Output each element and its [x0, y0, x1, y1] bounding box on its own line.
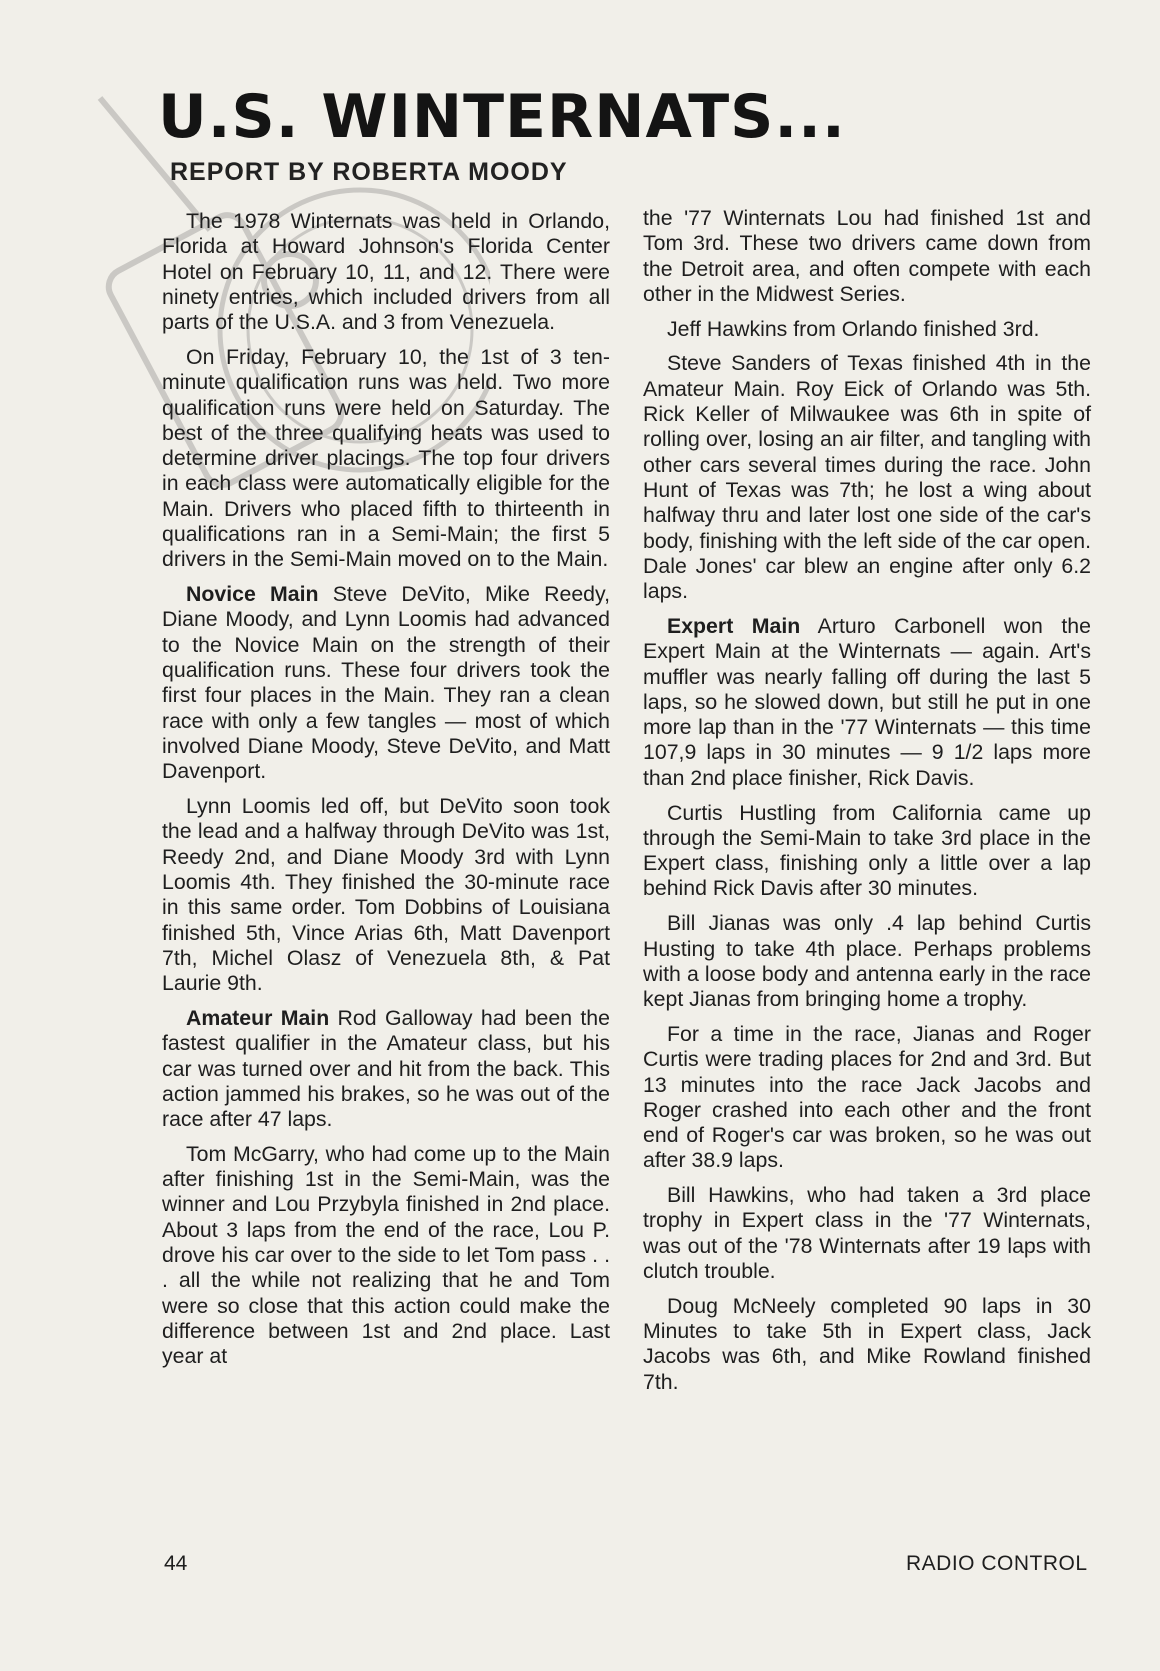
paragraph-text: Doug McNeely completed 90 laps in 30 Minutes to take 5th in Expert class, Jack Jacobs was 6th, and Mike Rowland finished 7th.	[643, 1293, 1091, 1394]
left-column	[162, 209, 610, 1379]
article-paragraph	[643, 801, 1091, 902]
article-paragraph	[643, 1294, 1091, 1395]
section-heading: Expert Main	[667, 613, 801, 638]
article-paragraph	[643, 614, 1091, 791]
paragraph-text: Bill Jianas was only .4 lap behind Curtis Husting to take 4th place. Perhaps problems with a loose body and antenna early in the race kept Jianas from bringing home a trophy.	[643, 911, 1091, 1012]
section-heading: Novice Main	[186, 582, 319, 607]
magazine-name: RADIO CONTROL	[906, 1552, 1088, 1575]
article-paragraph	[162, 209, 610, 335]
paragraph-text: For a time in the race, Jianas and Roger Curtis were trading places for 2nd and 3rd. But 13 minutes into the race Jack Jacobs and Roger crashed into each other and the front end of Roger's car was broken, so he was out after 38.9 laps.	[643, 1021, 1091, 1173]
article-paragraph	[162, 1006, 610, 1132]
article-paragraph	[162, 582, 610, 784]
paragraph-text: Arturo Carbonell won the Expert Main at the Winternats — again. Art's muffler was nearly falling off during the last 5 laps, so he slowed down, but still he put in one more lap than in the '77 Winternats — this time 107,9 laps in 30 minutes — 9 1/2 laps more than 2nd place finisher, Rick Davis.	[643, 613, 1091, 790]
paragraph-text: The 1978 Winternats was held in Orlando, Florida at Howard Johnson's Florida Center Hotel on February 10, 11, and 12. There were ninety entries, which included drivers from all parts of the U.S.A. and 3 from Venezuela.	[162, 209, 610, 335]
paragraph-text: Curtis Hustling from California came up through the Semi-Main to take 3rd place in the Expert class, finishing only a little over a lap behind Rick Davis after 30 minutes.	[643, 800, 1091, 901]
article-byline: REPORT BY ROBERTA MOODY	[170, 158, 568, 186]
article-title: U.S. WINTERNATS...	[158, 82, 846, 152]
paragraph-text: Rod Galloway had been the fastest qualifier in the Amateur class, but his car was turned over and hit from the back. This action jammed his brakes, so he was out of the race after 47 laps.	[162, 1005, 610, 1132]
paragraph-text: Steve Sanders of Texas finished 4th in the Amateur Main. Roy Eick of Orlando was 5th. Rick Keller of Milwaukee was 6th in spite of rolling over, losing an air filter, and tangling with other cars several times during the race. John Hunt of Texas was 7th; he lost a wing about halfway thru and later lost one side of the car's body, finishing with the left side of the car open. Dale Jones' car blew an engine after only 6.2 laps.	[643, 351, 1091, 604]
article-paragraph	[643, 206, 1091, 307]
article-paragraph	[643, 911, 1091, 1012]
article-paragraph	[643, 1022, 1091, 1174]
paragraph-text: Jeff Hawkins from Orlando finished 3rd.	[667, 316, 1040, 341]
article-paragraph	[162, 345, 610, 573]
section-heading: Amateur Main	[186, 1005, 330, 1030]
paragraph-text: On Friday, February 10, the 1st of 3 ten-minute qualification runs was held. Two more qualification runs were held on Saturday. The best of the three qualifying heats was used to determine driver placings. The top four drivers in each class were automatically eligible for the Main. Drivers who placed fifth to thirteenth in qualifications ran in a Semi-Main; the first 5 drivers in the Semi-Main moved on to the Main.	[162, 344, 610, 572]
paragraph-text: Steve DeVito, Mike Reedy, Diane Moody, and Lynn Loomis had advanced to the Novice Main on the strength of their qualification runs. These four drivers took the first four places in the Main. They ran a clean race with only a few tangles — most of which involved Diane Moody, Steve DeVito, and Matt Davenport.	[162, 582, 610, 784]
article-paragraph	[162, 794, 610, 996]
paragraph-text: Lynn Loomis led off, but DeVito soon took the lead and a halfway through DeVito was 1st, Reedy 2nd, and Diane Moody 3rd with Lynn Loomis 4th. They finished the 30-minute race in this same order. Tom Dobbins of Louisiana finished 5th, Vince Arias 6th, Matt Davenport 7th, Michel Olasz of Venezuela 8th, & Pat Laurie 9th.	[162, 794, 610, 996]
paragraph-text: the '77 Winternats Lou had finished 1st and Tom 3rd. These two drivers came down from the Detroit area, and often compete with each other in the Midwest Series.	[643, 206, 1091, 306]
page-number: 44	[164, 1552, 188, 1575]
right-column	[643, 206, 1091, 1405]
article-paragraph	[643, 317, 1091, 342]
paragraph-text: Bill Hawkins, who had taken a 3rd place trophy in Expert class in the '77 Winternats, was out of the '78 Winternats after 19 laps with clutch trouble.	[643, 1183, 1091, 1284]
article-paragraph	[643, 351, 1091, 604]
article-paragraph	[643, 1183, 1091, 1284]
article-paragraph	[162, 1142, 610, 1370]
paragraph-text: Tom McGarry, who had come up to the Main after finishing 1st in the Semi-Main, was the winner and Lou Przybyla finished in 2nd place. About 3 laps from the end of the race, Lou P. drove his car over to the side to let Tom pass . . . all the while not realizing that he and Tom were so close that this action could make the difference between 1st and 2nd place. Last year at	[162, 1141, 610, 1369]
